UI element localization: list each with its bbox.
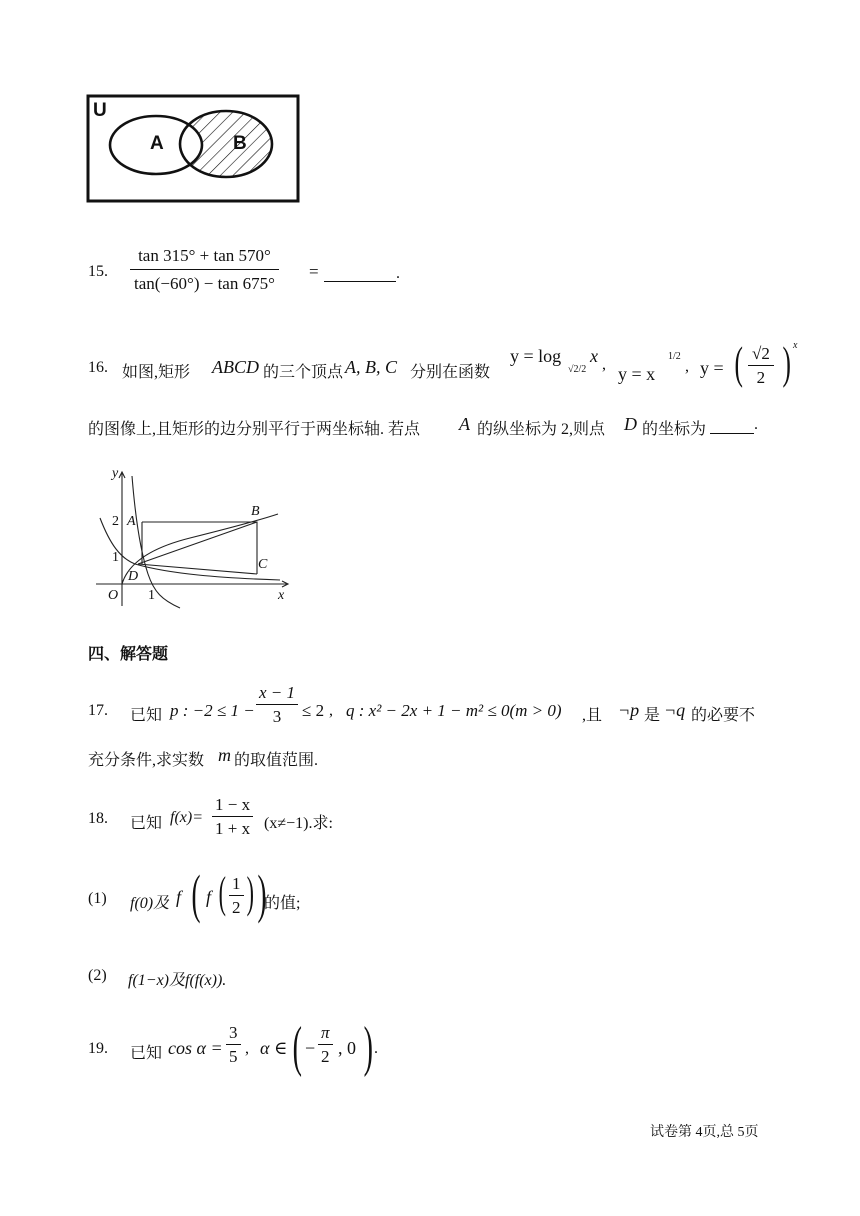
q16-point-d: D [624,414,637,434]
question-17 [88,683,788,773]
graph-x-label: x [278,588,285,603]
q19-comma: , [245,1040,249,1057]
q19-pi-fraction [318,1023,333,1067]
q17-text-3: 是 [644,707,661,724]
log-curve [132,476,180,608]
q19-left-paren: ( [292,1016,302,1078]
q19-right-paren: ) [363,1016,373,1078]
q17-number: 17. [88,702,108,719]
q17-fraction [256,683,298,727]
q16-comma-1: , [602,356,606,373]
q16-exp-power: x [793,340,798,351]
graph-tick-y1: 1 [112,550,119,565]
q19-two: 2 [321,1047,330,1066]
q18-part1-b: 的值; [264,895,301,912]
venn-diagram [86,93,302,205]
q17-not-p: ¬p [618,700,640,720]
q16-line2-a: 的图像上,且矩形的边分别平行于两坐标轴. 若点 [88,421,421,438]
q18-part1-label: (1) [88,890,107,907]
graph-tick-x1: 1 [148,588,155,603]
q16-text-2: 的三个顶点 [263,364,344,381]
q16-number: 16. [88,359,108,376]
q16-point-a: A [459,414,470,434]
q18-paren-r2: ) [246,868,254,917]
q16-func-exp-left: y = [700,358,724,378]
q19-cos-fraction [226,1023,241,1067]
q16-graph [90,466,300,610]
graph-label-b: B [251,504,260,519]
q18-text-1: 已知 [130,815,163,832]
q19-period: . [374,1040,378,1057]
q18-part1-f-inner: f [206,887,212,907]
q19-cos: cos α = [168,1038,223,1058]
q18-part2-label: (2) [88,967,107,984]
q16-func-power: y = x [618,364,656,384]
q15-number: 15. [88,263,108,280]
q18-part2-text: f(1−x)及f(f(x)). [128,972,227,989]
q16-line2-c: 的坐标为 [642,421,707,438]
q17-frac-num: x − 1 [259,683,296,702]
graph-label-d: D [128,569,139,584]
venn-label-b: B [233,133,247,154]
q17-p-expr: p : −2 ≤ 1 − [170,701,255,720]
q19-text-1: 已知 [130,1045,163,1062]
q18-paren-r1: ) [257,864,267,924]
q16-base-num: √2 [752,344,770,363]
q16-text-1: 如图,矩形 [122,364,191,381]
q17-line2-a: 充分条件,求实数 [88,752,205,769]
q16-comma-2: , [685,358,689,375]
graph-y-label: y [112,466,119,481]
q16-base-den: 2 [756,368,766,387]
q18-fraction [212,795,253,839]
question-16 [88,337,798,440]
q19-den: 5 [229,1047,238,1066]
q18-frac-num: 1 − x [215,795,251,814]
q17-text-1: 已知 [130,707,163,724]
question-18 [88,795,788,995]
q16-func-log: y = log [510,346,562,366]
q18-number: 18. [88,810,108,827]
q18-part1-f-outer: f [176,887,182,907]
graph-label-a: A [127,514,136,529]
q16-graph-svg [90,466,300,610]
venn-label-a: A [150,133,164,154]
q16-left-paren: ( [734,337,743,388]
graph-origin-label: O [108,588,119,603]
q15-fraction [130,245,279,295]
q17-p-end: ≤ 2 [302,701,325,720]
q16-period: . [754,416,758,433]
q16-line2-b: 的纵坐标为 2,则点 [477,421,606,438]
q18-paren-l1: ( [191,864,201,924]
page-footer: 试卷第 4页,总 5页 [650,1125,759,1140]
graph-label-c: C [258,557,268,572]
q16-answer-blank[interactable] [710,433,754,434]
question-19 [88,1016,788,1083]
venn-label-u: U [93,100,107,121]
q16-log-var: x [590,346,598,366]
q18-paren-l2: ( [218,868,226,917]
q15-equals: = [309,262,319,281]
q17-q-expr: q : x² − 2x + 1 − m² ≤ 0(m > 0) [346,701,562,720]
q18-half-num: 1 [232,874,241,893]
q16-power-exp: 1/2 [668,351,681,362]
venn-figure [86,93,302,205]
q16-exp-base-fraction [748,344,774,388]
q18-fx: f(x)= [170,809,203,826]
q16-text-3: 分别在函数 [410,364,491,381]
q17-text-2: ,且 [582,707,603,724]
q16-log-base: √2/2 [568,364,587,375]
q15-denominator: tan(−60°) − tan 675° [134,274,275,294]
q19-number: 19. [88,1040,108,1057]
q17-text-4: 的必要不 [691,707,756,724]
section-4-title: 四、解答题 [88,644,169,663]
q15-numerator: tan 315° + tan 570° [138,246,271,265]
q18-half-den: 2 [232,898,241,917]
q18-half-fraction [229,874,244,918]
q18-condition: (x≠−1).求: [264,815,333,832]
q19-alpha-in: α ∈ [260,1038,288,1058]
q18-frac-den: 1 + x [215,819,251,838]
graph-tick-y2: 2 [112,514,119,529]
q16-points: A, B, C [345,357,397,377]
q17-line2-b: 的取值范围. [234,752,319,769]
q17-comma: , [329,702,333,719]
q19-pi: π [321,1023,330,1042]
q19-num: 3 [229,1023,238,1042]
q16-right-paren: ) [782,337,791,388]
q18-part1-a: f(0)及 [130,895,170,912]
q17-frac-den: 3 [272,707,282,726]
q17-not-q: ¬q [664,700,686,720]
q19-zero: , 0 [338,1038,356,1058]
q19-minus: − [305,1038,316,1058]
q17-var-m: m [218,745,231,765]
question-15 [88,243,788,307]
q15-answer-blank[interactable] [324,281,396,282]
q16-rect-name: ABCD [212,357,259,377]
q15-period: . [396,265,400,282]
